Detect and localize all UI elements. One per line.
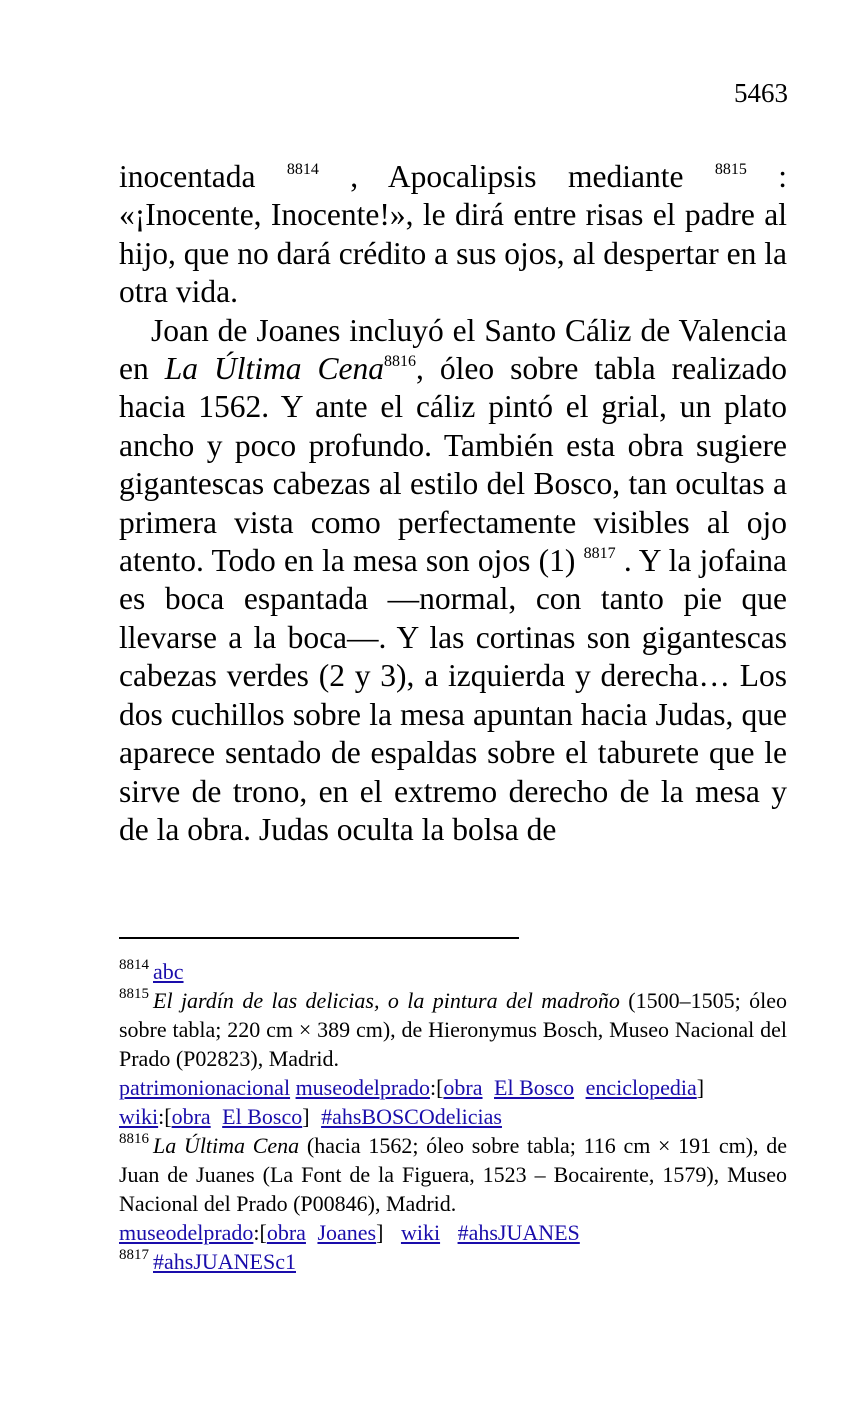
page-number: 5463 bbox=[734, 78, 788, 108]
link-museodelprado[interactable]: museodelprado bbox=[295, 1075, 430, 1100]
paragraph-2 bbox=[119, 312, 787, 850]
text-run: , óleo sobre tabla realizado hacia 1562. Y ante el cáliz pintó el grial, un plato ancho y poco profundo. También esta obra sugiere gigantescas cabezas al estilo del Bosco, tan ocultas a primera vista como perfectamente visibles al ojo atento. Todo en la mesa son ojos (1) bbox=[119, 351, 788, 579]
link-wiki-obra[interactable]: obra bbox=[171, 1104, 211, 1129]
link-enciclopedia[interactable]: enciclopedia bbox=[585, 1075, 697, 1100]
link-patrimonionacional[interactable]: patrimonionacional bbox=[119, 1075, 291, 1100]
link-museodelprado[interactable]: museodelprado bbox=[119, 1220, 254, 1245]
painting-title: La Última Cena bbox=[164, 351, 385, 387]
footnote-8815 bbox=[119, 986, 787, 1073]
footnote-ref-8814[interactable]: 8814 bbox=[286, 161, 319, 178]
link-obra[interactable]: obra bbox=[266, 1220, 306, 1245]
text-run: : «¡Inocente, Inocente!», le dirá entre risas el padre al hijo, que no dará crédito a sus ojos, al despertar en la otra vida. bbox=[119, 159, 788, 310]
footnote-ref-8816[interactable]: 8816 bbox=[384, 353, 417, 371]
footnote-8816-links: museodelprado:[obra Joanes] wiki #ahsJUANES bbox=[119, 1220, 580, 1245]
footnote-8814 bbox=[119, 957, 787, 986]
footnote-number: 8814 bbox=[119, 957, 149, 973]
link-obra[interactable]: obra bbox=[443, 1075, 483, 1100]
paragraph-1 bbox=[119, 158, 787, 312]
footnotes bbox=[119, 957, 787, 1276]
link-hashtag-bosco[interactable]: #ahsBOSCOdelicias bbox=[321, 1104, 502, 1129]
link-hashtag-juanes[interactable]: #ahsJUANES bbox=[457, 1220, 580, 1245]
footnote-text: (hacia 1562; óleo sobre tabla; 116 cm × 191 cm), de Juan de Juanes (La Font de la Figuera, 1523 – Bocairente, 1579), Museo Nacional del Prado (P00846), Madrid. bbox=[119, 1133, 788, 1216]
main-text bbox=[119, 158, 787, 849]
link-el-bosco[interactable]: El Bosco bbox=[494, 1075, 575, 1100]
footnote-separator bbox=[119, 937, 519, 939]
footnote-8817 bbox=[119, 1247, 787, 1276]
link-joanes[interactable]: Joanes bbox=[317, 1220, 377, 1245]
footnote-8815-links: patrimonionacional museodelprado:[obra El Bosco enciclopedia] wiki:[obra El Bosco] #ahsBOSCOdelicias bbox=[119, 1075, 705, 1129]
footnote-ref-8815[interactable]: 8815 bbox=[714, 161, 747, 178]
text-run: . Y la jofaina es boca espantada —normal, con tanto pie que llevarse a la boca—. Y las cortinas son gigantescas cabezas verdes (2 y 3), a izquierda y derecha… Los dos cuchillos sobre la mesa apuntan hacia Judas, que aparece sentado de espaldas sobre el taburete que le sirve de trono, en el extremo derecho de la mesa y de la obra. Judas oculta la bolsa de bbox=[119, 543, 788, 847]
footnote-number: 8817 bbox=[119, 1247, 149, 1263]
footnote-title: El jardín de las delicias, o la pintura del madroño bbox=[153, 988, 620, 1013]
footnote-title: La Última Cena bbox=[153, 1133, 300, 1158]
text-run: inocentada bbox=[119, 159, 256, 194]
footnote-8816 bbox=[119, 1131, 787, 1218]
link-wiki[interactable]: wiki bbox=[400, 1220, 441, 1245]
footnote-ref-8817[interactable]: 8817 bbox=[583, 545, 616, 563]
text-run: , Apocalipsis mediante bbox=[350, 159, 684, 194]
footnote-link-abc[interactable]: abc bbox=[153, 959, 184, 984]
footnote-number: 8815 bbox=[119, 986, 149, 1002]
link-wiki[interactable]: wiki bbox=[119, 1104, 159, 1129]
link-wiki-el-bosco[interactable]: El Bosco bbox=[222, 1104, 303, 1129]
text-run: Joan de Joanes incluyó el Santo Cáliz de Valencia en bbox=[119, 312, 787, 387]
footnote-text: (1500–1505; óleo sobre tabla; 220 cm × 389 cm), de Hieronymus Bosch, Museo Nacional del Prado (P02823), Madrid. bbox=[119, 988, 787, 1071]
link-hashtag-juanes-c1[interactable]: #ahsJUANESc1 bbox=[153, 1249, 296, 1274]
footnote-number: 8816 bbox=[119, 1131, 149, 1147]
